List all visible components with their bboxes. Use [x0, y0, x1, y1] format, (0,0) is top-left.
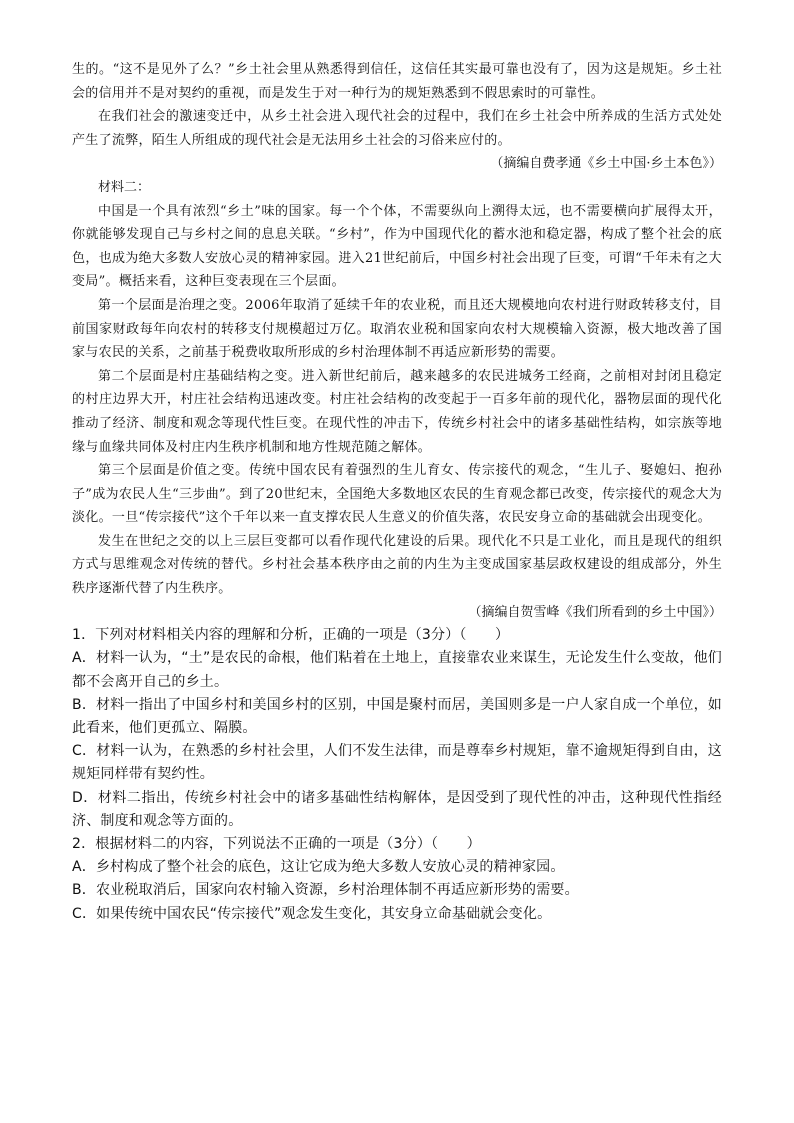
option-b[interactable]: B．材料一指出了中国乡村和美国乡村的区别，中国是聚村而居，美国则多是一户人家自成一个单位，如此看来，他们更孤立、隔膜。: [72, 696, 722, 737]
option-c[interactable]: C．材料一认为，在熟悉的乡村社会里，人们不发生法律，而是尊奉乡村规矩，靠不逾规矩得到自由，这规矩同样带有契约性。: [72, 743, 722, 783]
paragraph: 生的。“这不是见外了么？”乡土社会里从熟悉得到信任，这信任其实最可靠也没有了，因为这是规矩。乡土社会的信用并不是对契约的重视，而是发生于对一种行为的规矩熟悉到不假思索时的可靠性。: [72, 62, 722, 101]
paragraph: 第二个层面是村庄基础结构之变。进入新世纪前后，越来越多的农民进城务工经商，之前相对封闭且稳定的村庄边界大开，村庄社会结构迅速改变。村庄社会结构的改变起于一百多年前的现代化，器物层面的现代化推动了经济、制度和观念等现代性巨变。在现代性的冲击下，传统乡村社会中的诸多基础性结构，如宗族等地缘与血缘共同体及村庄内生秩序机制和地方性规范随之解体。: [72, 368, 722, 455]
source-citation: （摘编自贺雪峰《我们所看到的乡土中国》）: [468, 604, 722, 620]
option-a[interactable]: A．乡村构成了整个社会的底色，这让它成为绝大多数人安放心灵的精神家园。: [72, 859, 565, 876]
passage-continuation: [72, 58, 722, 176]
question-stem: 1．下列对材料相关内容的理解和分析，正确的一项是（3分）（ ）: [72, 627, 510, 644]
option-b[interactable]: B．农业税取消后，国家向农村输入资源，乡村治理体制不再适应新形势的需要。: [72, 882, 579, 899]
source-citation: （摘编自费孝通《乡土中国·乡土本色》）: [490, 156, 722, 172]
question-stem: 2．根据材料二的内容，下列说法不正确的一项是（3分）（ ）: [72, 836, 481, 853]
paragraph: 中国是一个具有浓烈“乡土”味的国家。每一个个体，不需要纵向上溯得太远，也不需要横向扩展得太开，你就能够发现自己与乡村之间的息息关联。“乡村”，作为中国现代化的蓄水池和稳定器，构成了整个社会的底色，也成为绝大多数人安放心灵的精神家园。进入21世纪前后，中国乡村社会出现了巨变，可谓“千年未有之大变局”。概括来看，这种巨变表现在三个层面。: [72, 203, 722, 290]
material-label: 材料二：: [98, 179, 151, 195]
material-two: [72, 176, 722, 624]
paragraph: 在我们社会的激速变迁中，从乡土社会进入现代社会的过程中，我们在乡土社会中所养成的生活方式处处产生了流弊，陌生人所组成的现代社会是无法用乡土社会的习俗来应付的。: [72, 109, 722, 148]
option-d[interactable]: D．材料二指出，传统乡村社会中的诸多基础性结构解体，是因受到了现代性的冲击，这种现代性指经济、制度和观念等方面的。: [72, 789, 722, 829]
question-1: [72, 624, 722, 833]
option-a[interactable]: A．材料一认为，“土”是农民的命根，他们粘着在土地上，直接靠农业来谋生，无论发生什么变故，他们都不会离开自己的乡土。: [72, 650, 722, 690]
paragraph: 第一个层面是治理之变。2006年取消了延续千年的农业税，而且还大规模地向农村进行财政转移支付，目前国家财政每年向农村的转移支付规模超过万亿。取消农业税和国家向农村大规模输入资源，极大地改善了国家与农民的关系，之前基于税费收取所形成的乡村治理体制不再适应新形势的需要。: [72, 297, 722, 361]
paragraph: 发生在世纪之交的以上三层巨变都可以看作现代化建设的后果。现代化不只是工业化，而且是现代的组织方式与思维观念对传统的替代。乡村社会基本秩序由之前的内生为主变成国家基层政权建设的组成部分，外生秩序逐渐代替了内生秩序。: [72, 533, 722, 597]
option-c[interactable]: C．如果传统中国农民“传宗接代”观念发生变化，其安身立命基础就会变化。: [72, 905, 552, 922]
question-2: [72, 833, 722, 926]
paragraph: 第三个层面是价值之变。传统中国农民有着强烈的生儿育女、传宗接代的观念，“生儿子、娶媳妇、抱孙子”成为农民人生“三步曲”。到了20世纪末，全国绝大多数地区农民的生育观念都已改变，传宗接代的观念大为淡化。一旦“传宗接代”这个千年以来一直支撑农民人生意义的价值失落，农民安身立命的基础就会出现变化。: [72, 463, 722, 526]
